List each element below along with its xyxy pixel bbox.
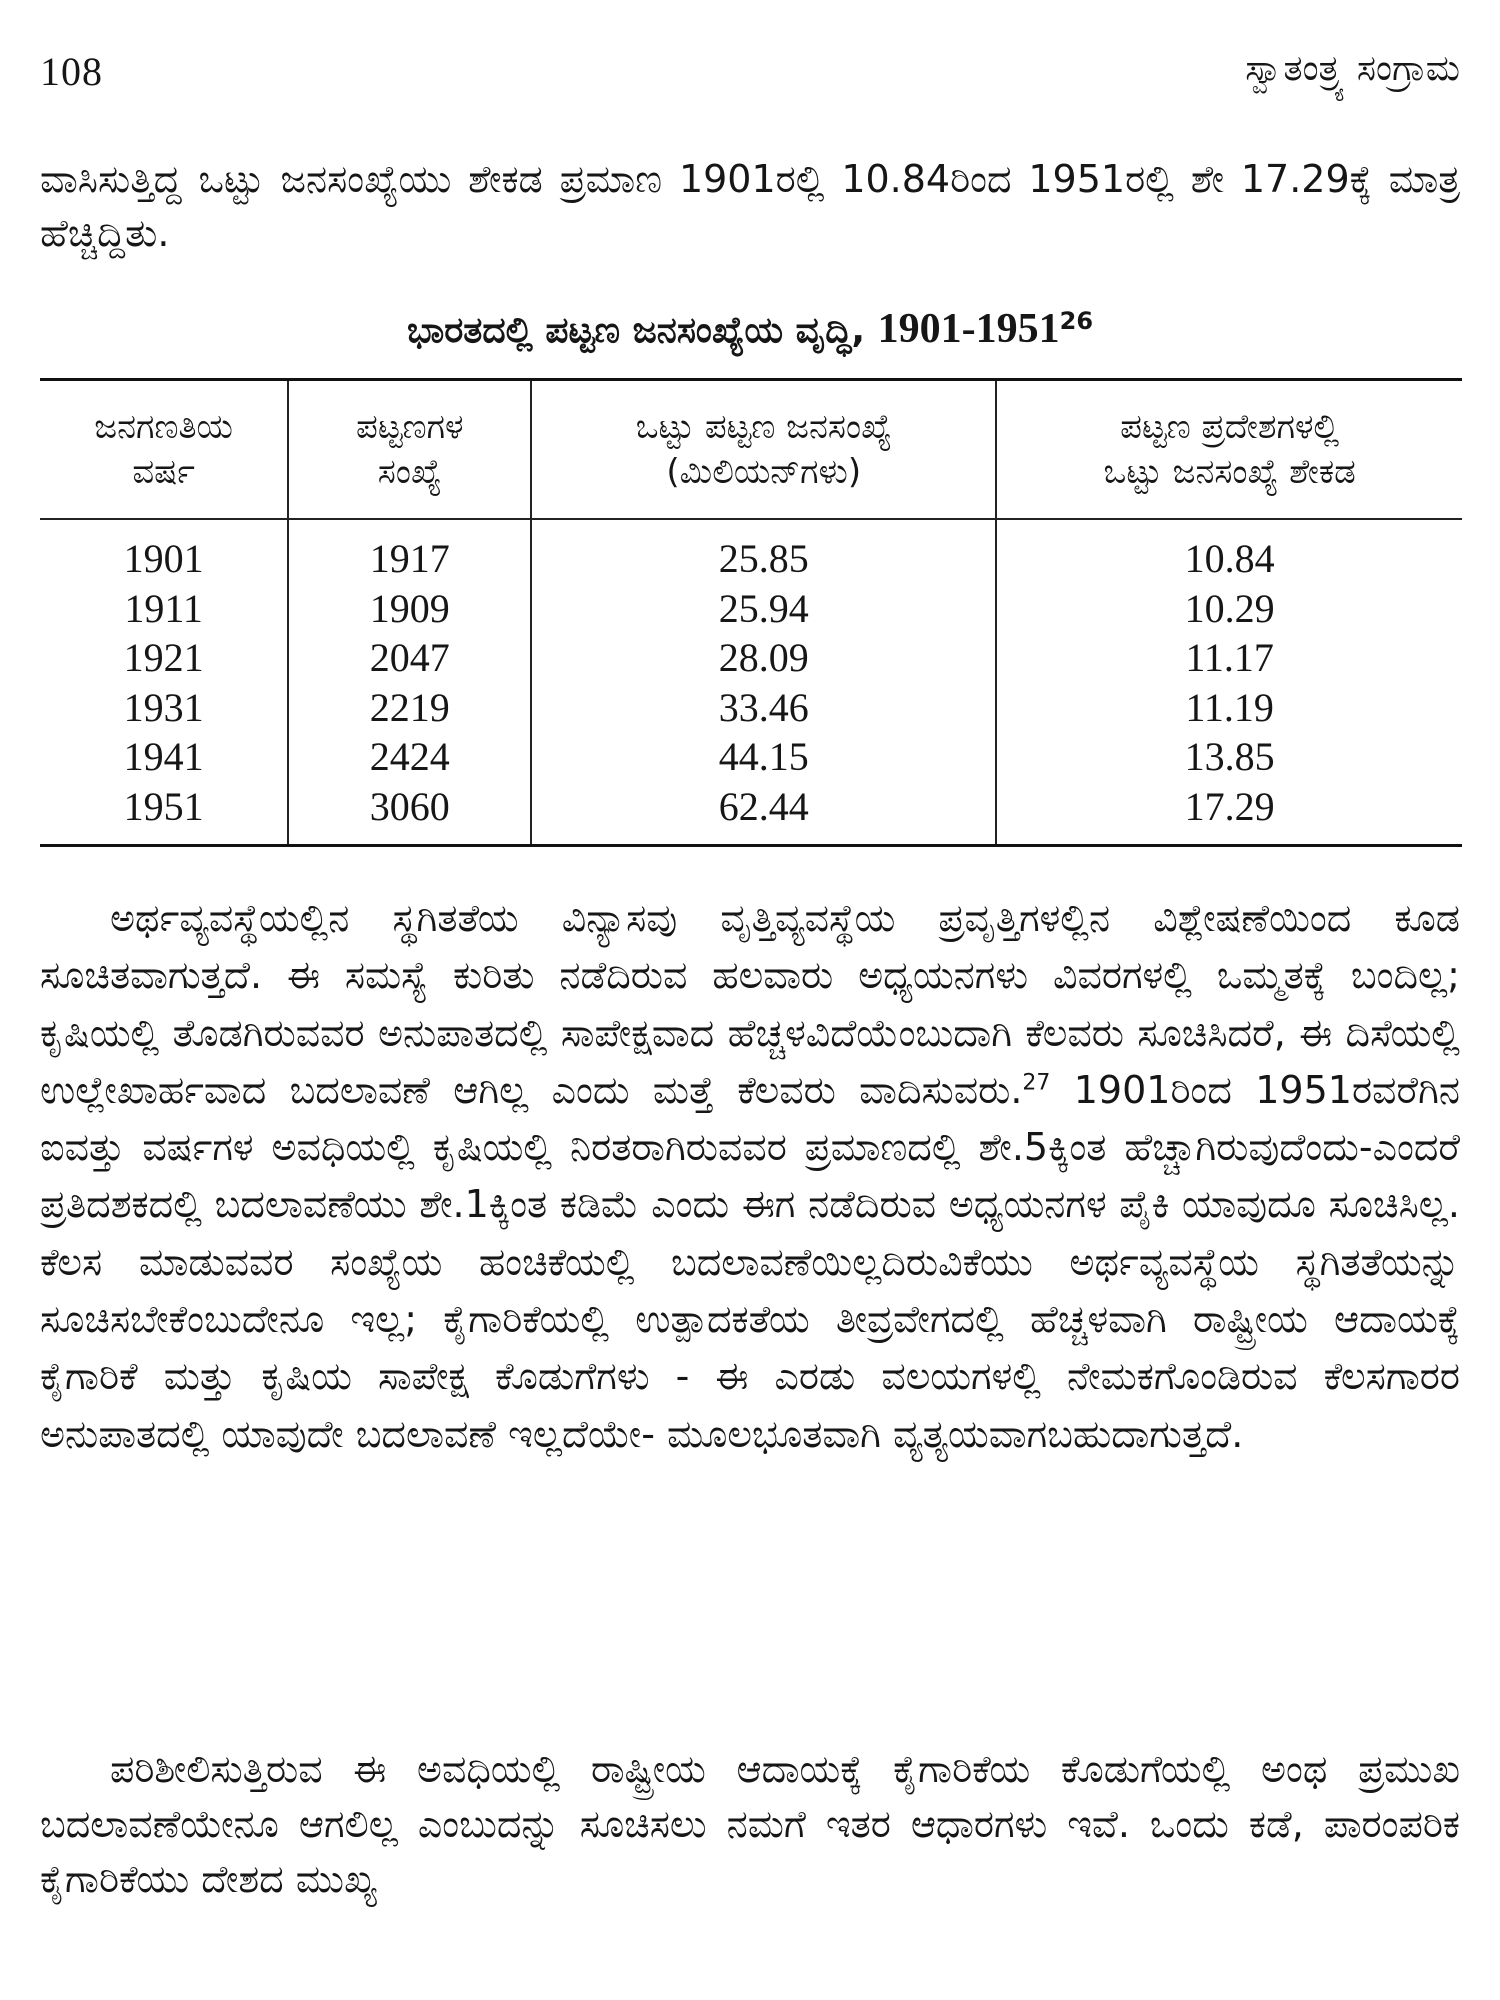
cell-percentage: 11.17 — [996, 633, 1462, 683]
cell-towns: 2424 — [288, 732, 531, 782]
header-urban-percentage-line2: ಒಟ್ಟು ಜನಸಂಖ್ಯೆ ಶೇಕಡ — [1103, 451, 1356, 492]
cell-percentage: 17.29 — [996, 782, 1462, 845]
header-total-urban-population — [531, 380, 996, 520]
intro-paragraph: ವಾಸಿಸುತ್ತಿದ್ದ ಒಟ್ಟು ಜನಸಂಖ್ಯೆಯು ಶೇಕಡ ಪ್ರಮಾಣ 1901ರಲ್ಲಿ 10.84ರಿಂದ 1951ರಲ್ಲಿ ಶೇ 17.29ಕ್ಕೆ ಮಾತ್ರ ಹೆಚ್ಚಿದ್ದಿತು. — [40, 157, 1460, 255]
cell-towns: 2219 — [288, 683, 531, 733]
header-census-year-line1: ಜನಗಣತಿಯ — [94, 406, 233, 447]
cell-population: 28.09 — [531, 633, 996, 683]
table-row — [40, 519, 1462, 584]
header-number-of-towns-line2: ಸಂಖ್ಯೆ — [377, 451, 442, 492]
cell-year: 1941 — [123, 734, 204, 780]
cell-percentage: 13.85 — [996, 732, 1462, 782]
cell-percentage: 10.84 — [996, 519, 1462, 584]
page-number: 108 — [40, 49, 103, 94]
book-title: ಸ್ವಾತಂತ್ರ್ಯ ಸಂಗ್ರಾಮ — [1245, 48, 1460, 89]
cell-towns: 2047 — [288, 633, 531, 683]
table-row — [40, 633, 1462, 683]
table-caption — [40, 305, 1460, 353]
cell-percentage: 10.29 — [996, 584, 1462, 634]
table-caption-footnote: 26 — [1059, 307, 1094, 335]
table-row — [40, 782, 1462, 845]
table-row — [40, 732, 1462, 782]
table-row — [40, 584, 1462, 634]
cell-year: 1921 — [123, 635, 204, 681]
body-paragraph-1-text-b: 1901ರಿಂದ 1951ರವರೆಗಿನ ಐವತ್ತು ವರ್ಷಗಳ ಅವಧಿಯಲ್ಲಿ ಕೃಷಿಯಲ್ಲಿ ನಿರತರಾಗಿರುವವರ ಪ್ರಮಾಣದಲ್ಲಿ ಶೇ.5ಕ್ಕಿಂತ ಹೆಚ್ಚಾಗಿರುವುದೆಂದು-ಎಂದರೆ ಪ್ರತಿದಶಕದಲ್ಲಿ ಬದಲಾವಣೆಯು ಶೇ.1ಕ್ಕಿಂತ ಕಡಿಮೆ ಎಂದು ಈಗ ನಡೆದಿರುವ ಅಧ್ಯಯನಗಳ ಪೈಕಿ ಯಾವುದೂ ಸೂಚಿಸಿಲ್ಲ. ಕೆಲಸ ಮಾಡುವವರ ಸಂಖ್ಯೆಯ ಹಂಚಿಕೆಯಲ್ಲಿ ಬದಲಾವಣೆಯಿಲ್ಲದಿರುವಿಕೆಯು ಅರ್ಥವ್ಯವಸ್ಥೆಯ ಸ್ಥಗಿತತೆಯನ್ನು ಸೂಚಿಸಬೇಕೆಂಬುದೇನೂ ಇಲ್ಲ; ಕೈಗಾರಿಕೆಯಲ್ಲಿ ಉತ್ಪಾದಕತೆಯ ತೀವ್ರವೇಗದಲ್ಲಿ ಹೆಚ್ಚಳವಾಗಿ ರಾಷ್ಟ್ರೀಯ ಆದಾಯಕ್ಕೆ ಕೈಗಾರಿಕೆ ಮತ್ತು ಕೃಷಿಯ ಸಾಪೇಕ್ಷ ಕೊಡುಗೆಗಳು - ಈ ಎರಡು ವಲಯಗಳಲ್ಲಿ ನೇಮಕಗೊಂಡಿರುವ ಕೆಲಸಗಾರರ ಅನುಪಾತದಲ್ಲಿ ಯಾವುದೇ ಬದಲಾವಣೆ ಇಲ್ಲದೆಯೇ- ಮೂಲಭೂತವಾಗಿ ವ್ಯತ್ಯಯವಾಗಬಹುದಾಗುತ್ತದೆ. — [40, 1067, 1460, 1456]
cell-towns: 3060 — [288, 782, 531, 845]
cell-population: 33.46 — [531, 683, 996, 733]
cell-population: 25.94 — [531, 584, 996, 634]
cell-towns: 1909 — [288, 584, 531, 634]
cell-year: 1911 — [124, 585, 203, 631]
table-caption-years: 1901-1951 — [877, 306, 1060, 352]
cell-towns: 1917 — [288, 519, 531, 584]
header-number-of-towns-line1: ಪಟ್ಟಣಗಳ — [356, 406, 464, 447]
cell-population: 44.15 — [531, 732, 996, 782]
urban-population-table — [40, 378, 1462, 847]
header-census-year — [40, 380, 288, 520]
cell-population: 62.44 — [531, 782, 996, 845]
table-caption-text: ಭಾರತದಲ್ಲಿ ಪಟ್ಟಣ ಜನಸಂಖ್ಯೆಯ ವೃದ್ಧಿ, — [406, 310, 866, 351]
header-census-year-line2: ವರ್ಷ — [132, 451, 195, 492]
cell-year: 1951 — [123, 783, 204, 829]
header-total-urban-population-line2: (ಮಿಲಿಯನ್‌ಗಳು) — [666, 451, 862, 492]
header-urban-percentage — [996, 380, 1462, 520]
cell-year: 1901 — [123, 536, 204, 581]
cell-population: 25.85 — [531, 519, 996, 584]
footnote-marker: 27 — [1022, 1070, 1051, 1096]
cell-percentage: 11.19 — [996, 683, 1462, 733]
running-head — [40, 40, 1460, 100]
body-paragraph-1 — [40, 890, 1460, 1463]
cell-year: 1931 — [123, 684, 204, 730]
body-paragraph-1-text-a: ಅರ್ಥವ್ಯವಸ್ಥೆಯಲ್ಲಿನ ಸ್ಥಗಿತತೆಯ ವಿನ್ಯಾಸವು ವೃತ್ತಿವ್ಯವಸ್ಥೆಯ ಪ್ರವೃತ್ತಿಗಳಲ್ಲಿನ ವಿಶ್ಲೇಷಣೆಯಿಂದ ಕೂಡ ಸೂಚಿತವಾಗುತ್ತದೆ. ಈ ಸಮಸ್ಯೆ ಕುರಿತು ನಡೆದಿರುವ ಹಲವಾರು ಅಧ್ಯಯನಗಳು ವಿವರಗಳಲ್ಲಿ ಒಮ್ಮತಕ್ಕೆ ಬಂದಿಲ್ಲ; ಕೃಷಿಯಲ್ಲಿ ತೊಡಗಿರುವವರ ಅನುಪಾತದಲ್ಲಿ ಸಾಪೇಕ್ಷವಾದ ಹೆಚ್ಚಳವಿದೆಯೆಂಬುದಾಗಿ ಕೆಲವರು ಸೂಚಿಸಿದರೆ, ಈ ದಿಸೆಯಲ್ಲಿ ಉಲ್ಲೇಖಾರ್ಹವಾದ ಬದಲಾವಣೆ ಆಗಿಲ್ಲ ಎಂದು ಮತ್ತೆ ಕೆಲವರು ವಾದಿಸುವರು. — [40, 896, 1460, 1112]
header-total-urban-population-line1: ಒಟ್ಟು ಪಟ್ಟಣ ಜನಸಂಖ್ಯೆ — [635, 406, 892, 447]
table-row — [40, 683, 1462, 733]
header-urban-percentage-line1: ಪಟ್ಟಣ ಪ್ರದೇಶಗಳಲ್ಲಿ — [1120, 406, 1340, 447]
header-number-of-towns — [288, 380, 531, 520]
table-header-row — [40, 380, 1462, 520]
body-paragraph-2: ಪರಿಶೀಲಿಸುತ್ತಿರುವ ಈ ಅವಧಿಯಲ್ಲಿ ರಾಷ್ಟ್ರೀಯ ಆದಾಯಕ್ಕೆ ಕೈಗಾರಿಕೆಯ ಕೊಡುಗೆಯಲ್ಲಿ ಅಂಥ ಪ್ರಮುಖ ಬದಲಾವಣೆಯೇನೂ ಆಗಲಿಲ್ಲ ಎಂಬುದನ್ನು ಸೂಚಿಸಲು ನಮಗೆ ಇತರ ಆಧಾರಗಳು ಇವೆ. ಒಂದು ಕಡೆ, ಪಾರಂಪರಿಕ ಕೈಗಾರಿಕೆಯು ದೇಶದ ಮುಖ್ಯ — [40, 1747, 1460, 1901]
